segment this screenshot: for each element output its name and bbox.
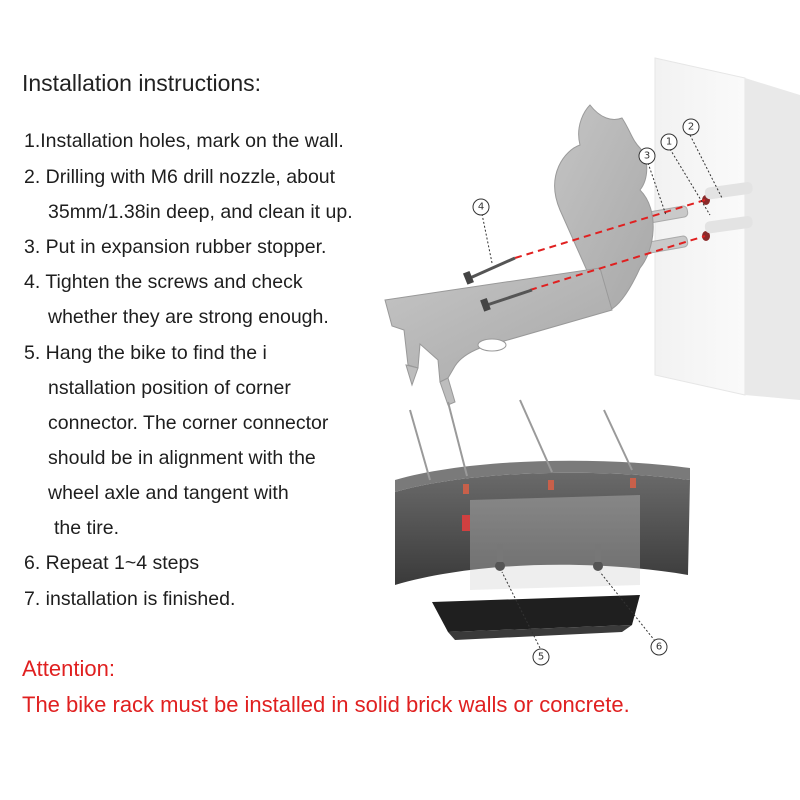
bike-wheel: [395, 400, 690, 590]
instructions-title: Installation instructions:: [22, 70, 262, 96]
callout-2: [683, 119, 699, 135]
callout-4: [473, 199, 489, 215]
callout-4-label: 4: [477, 201, 485, 213]
step-5-cont-5: the tire.: [54, 517, 120, 539]
callout-1: [661, 134, 677, 150]
callout-2-label: 2: [687, 121, 695, 133]
bike-rack-bracket: [385, 105, 653, 405]
attention-label: Attention:: [22, 656, 115, 681]
callout-3: [639, 148, 655, 164]
step-2-cont: 35mm/1.38in deep, and clean it up.: [48, 201, 353, 223]
callout-1-label: 1: [665, 136, 673, 148]
step-5-cont-4: wheel axle and tangent with: [48, 482, 289, 504]
step-5-cont-2: connector. The corner connector: [48, 412, 329, 434]
step-5-cont-1: nstallation position of corner: [48, 377, 291, 399]
step-7: 7. installation is finished.: [24, 588, 236, 610]
step-1: 1.Installation holes, mark on the wall.: [24, 130, 344, 152]
callout-5-label: 5: [537, 651, 545, 663]
step-6: 6. Repeat 1~4 steps: [24, 552, 200, 574]
step-5-cont-3: should be in alignment with the: [48, 447, 316, 469]
step-2: 2. Drilling with M6 drill nozzle, about: [24, 166, 336, 188]
callout-6-label: 6: [655, 641, 663, 653]
callout-3-label: 3: [643, 150, 651, 162]
step-3: 3. Put in expansion rubber stopper.: [24, 236, 327, 258]
step-5: 5. Hang the bike to find the i: [24, 342, 267, 364]
callout-6: [651, 639, 667, 655]
corner-connector: [432, 595, 640, 640]
step-4: 4. Tighten the screws and check: [24, 271, 303, 293]
step-4-cont: whether they are strong enough.: [48, 306, 329, 328]
callout-5: [533, 649, 549, 665]
attention-text: The bike rack must be installed in solid brick walls or concrete.: [22, 692, 630, 717]
